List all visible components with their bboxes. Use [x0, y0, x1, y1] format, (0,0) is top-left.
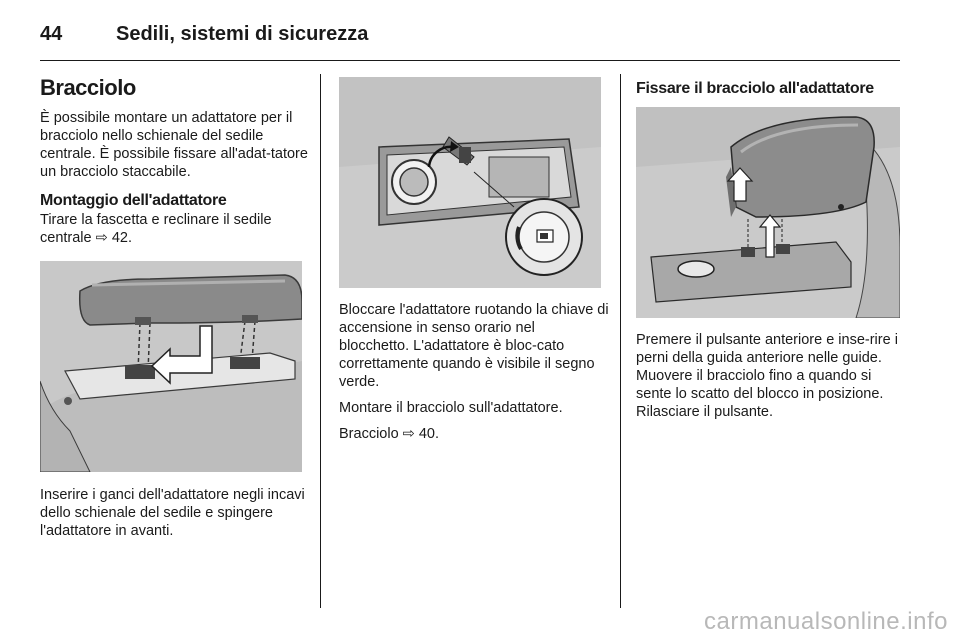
page-ref-arrow-icon: ⇨ [402, 426, 415, 442]
column-3 [636, 74, 902, 100]
armrest-attach-illustration [636, 107, 900, 318]
column-2-text [339, 301, 609, 443]
attach-armrest-instructions: Premere il pulsante anteriore e inse-rire i perni della guida anteriore nelle guide. Muovere il bracciolo fino a quando si sente lo scatto del blocco in posizione. Rilasciare il pulsante. [636, 332, 898, 420]
armrest-heading: Bracciolo [40, 75, 136, 100]
adapter-mounting-heading: Montaggio dell'adattatore [40, 192, 227, 209]
column-1-caption [40, 486, 310, 540]
armrest-intro: È possibile montare un adattatore per il bracciolo nello schienale del sedile centrale. È possibile fissare all'adat-tatore un bracciolo staccabile. [40, 110, 308, 180]
column-1 [40, 74, 306, 102]
section-title: Sedili, sistemi di sicurezza [116, 22, 369, 45]
ignition-key-lock-illustration [339, 77, 601, 288]
watermark: carmanualsonline.info [704, 608, 948, 635]
page-ref-arrow-icon: ⇨ [95, 230, 108, 246]
armrest-page-ref [339, 425, 609, 443]
mount-armrest-instruction: Montare il bracciolo sull'adattatore. [339, 400, 563, 416]
column-3-text [636, 331, 906, 421]
attach-armrest-heading: Fissare il bracciolo all'adattatore [636, 80, 874, 97]
column-divider-1 [320, 74, 321, 608]
mounting-step-1-text: Tirare la fascetta e reclinare il sedile centrale [40, 212, 272, 246]
lock-adapter-instructions: Bloccare l'adattatore ruotando la chiave di accensione in senso orario nel blocchetto. L'adattatore è bloc-cato correttamente quando è visibile il segno verde. [339, 302, 609, 390]
armrest-ref-page: 40. [418, 426, 440, 442]
header-rule [40, 60, 900, 61]
column-1-text [40, 109, 310, 247]
page-ref-number: 42. [111, 230, 132, 246]
adapter-hooks-illustration [40, 261, 302, 472]
page-header [40, 18, 368, 50]
page-number: 44 [40, 22, 63, 45]
adapter-insert-caption: Inserire i ganci dell'adattatore negli incavi dello schienale del sedile e spingere l'adattatore in avanti. [40, 487, 305, 539]
armrest-ref-text: Bracciolo [339, 426, 399, 442]
column-divider-2 [620, 74, 621, 608]
mounting-step-1 [40, 211, 310, 247]
